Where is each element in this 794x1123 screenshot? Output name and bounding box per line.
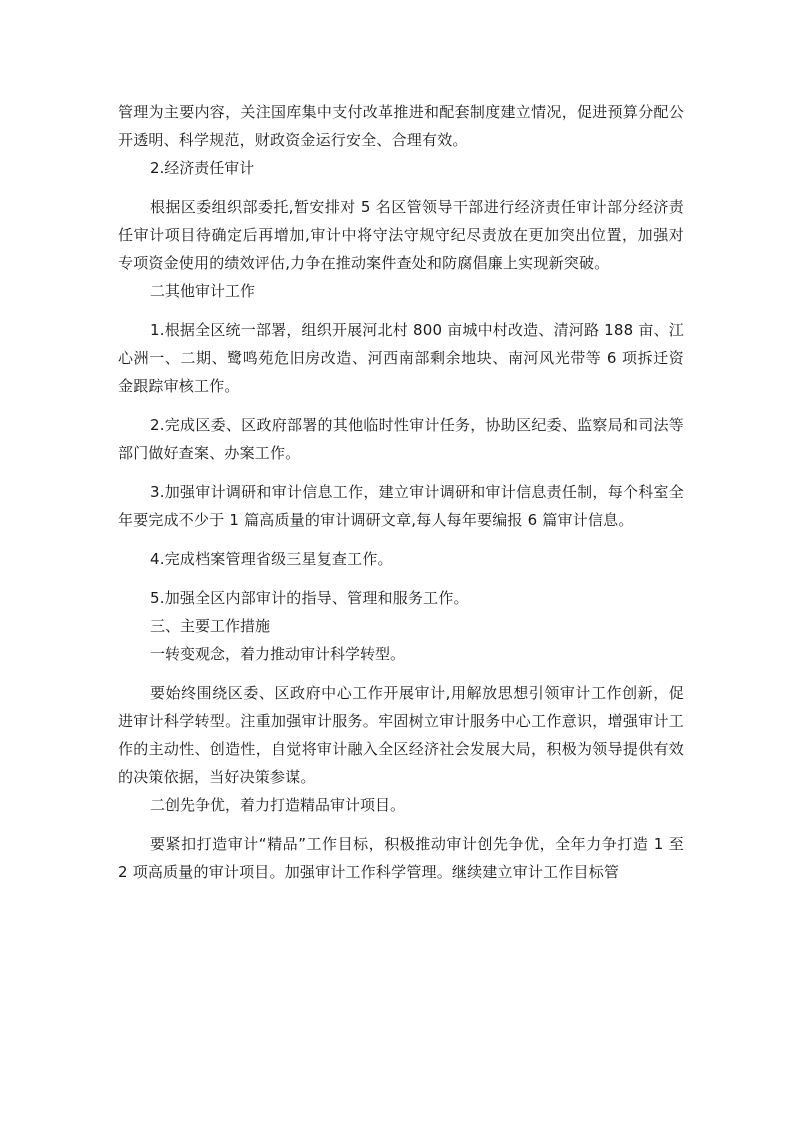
heading-main-measures: 三、主要工作措施 (150, 617, 271, 635)
paragraph-item-2-temporary-tasks: 2.完成区委、区政府部署的其他临时性审计任务，协助区纪委、监察局和司法等部门做好查案、办案工作。 (118, 416, 684, 462)
paragraph-budget-continuation: 管理为主要内容，关注国库集中支付改革推进和配套制度建立情况，促进预算分配公开透明、科学规范，财政资金运行安全、合理有效。 (118, 103, 684, 149)
heading-measure-2-excellence: 二创先争优，着力打造精品审计项目。 (150, 796, 406, 814)
document-body (118, 98, 684, 886)
heading-economic-responsibility-audit: 2.经济责任审计 (150, 159, 255, 177)
paragraph-economic-responsibility-audit: 根据区委组织部委托,暂安排对 5 名区管领导干部进行经济责任审计部分经济责任审计项目待确定后再增加,审计中将守法守规守纪尽责放在更加突出位置，加强对专项资金使用的绩效评估,力争在推动案件查处和防腐倡廉上实现新突破。 (118, 198, 684, 272)
paragraph-item-5-internal-audit: 5.加强全区内部审计的指导、管理和服务工作。 (150, 589, 469, 607)
paragraph-item-1-demolition-funds: 1.根据全区统一部署，组织开展河北村 800 亩城中村改造、清河路 188 亩、江心洲一、二期、鹭鸣苑危旧房改造、河西南部剩余地块、南河风光带等 6 项拆迁资金跟踪审核工作。 (118, 321, 684, 395)
heading-measure-1-transform-concepts: 一转变观念，着力推动审计科学转型。 (150, 645, 406, 663)
paragraph-item-3-research-information: 3.加强审计调研和审计信息工作，建立审计调研和审计信息责任制，每个科室全年要完成不少于 1 篇高质量的审计调研文章,每人每年要编报 6 篇审计信息。 (118, 483, 684, 529)
heading-other-audit-work: 二其他审计工作 (150, 282, 256, 300)
paragraph-item-4-archive-review: 4.完成档案管理省级三星复查工作。 (150, 550, 393, 568)
paragraph-measure-1-body: 要始终围绕区委、区政府中心工作开展审计,用解放思想引领审计工作创新，促进审计科学转型。注重加强审计服务。牢固树立审计服务中心工作意识，增强审计工作的主动性、创造性，自觉将审计融入全区经济社会发展大局，积极为领导提供有效的决策依据，当好决策参谋。 (118, 684, 684, 786)
paragraph-measure-2-body: 要紧扣打造审计“精品”工作目标，积极推动审计创先争优，全年力争打造 1 至 2 项高质量的审计项目。加强审计工作科学管理。继续建立审计工作目标管 (118, 835, 684, 881)
